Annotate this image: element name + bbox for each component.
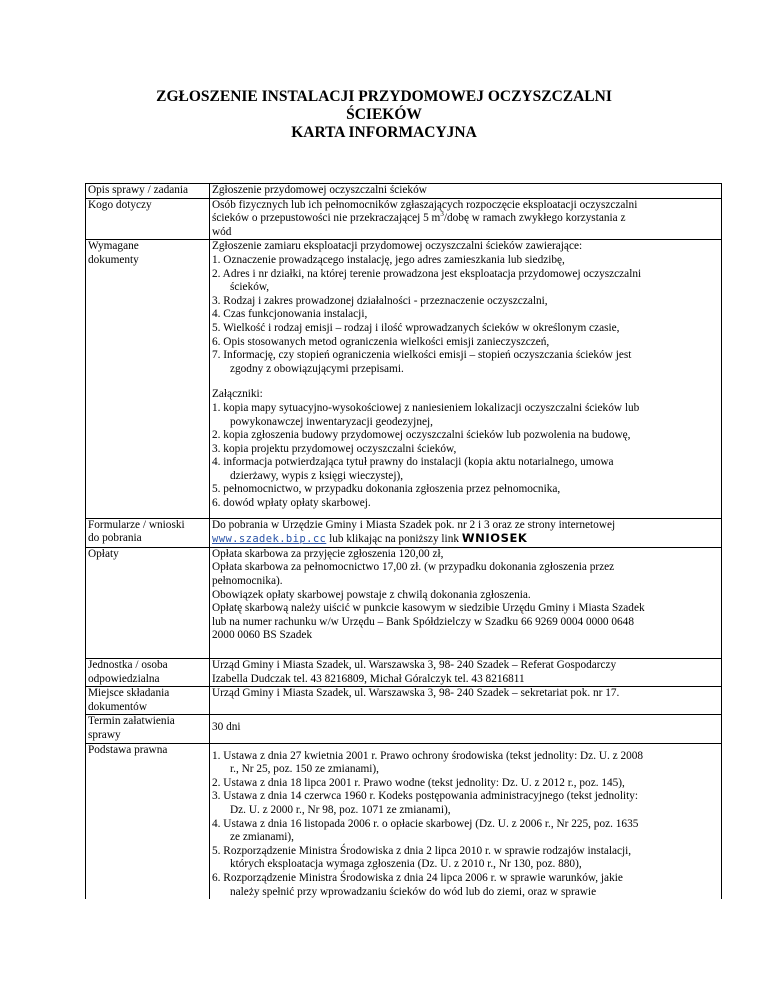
row-kogo	[86, 198, 722, 240]
value-cell	[210, 198, 722, 240]
text-line: Obowiązek opłaty skarbowej powstaje z chwilą dokonania zgłoszenia.	[212, 588, 531, 601]
text-fragment: lub klikając na poniższy link	[326, 533, 462, 546]
text-fragment: ścieków o przepustowości nie przekraczającej 5 m	[212, 212, 441, 225]
list-item: 4. Czas funkcjonowania instalacji,	[212, 308, 368, 321]
list-item: 6. Opis stosowanych metod ograniczenia wielkości emisji zanieczyszczeń,	[212, 335, 550, 348]
list-item: 1. Oznaczenie prowadzącego instalację, jego adres zamieszkania lub siedzibę,	[212, 253, 565, 266]
list-item: 5. Wielkość i rodzaj emisji – rodzaj i ilość wprowadzanych ścieków w określonym czasie,	[212, 321, 620, 334]
value-cell	[210, 240, 722, 518]
row-opis	[86, 184, 722, 199]
text-line: 30 dni	[212, 721, 241, 734]
row-label: Termin załatwienia	[88, 715, 175, 728]
row-label: Opis sprawy / zadania	[88, 184, 189, 196]
row-label: Kogo dotyczy	[88, 198, 152, 211]
row-label: Jednostka / osoba	[88, 659, 168, 671]
legal-item-cont: r., Nr 25, poz. 150 ze zmianami),	[230, 763, 380, 776]
legal-item: 2. Ustawa z dnia 18 lipca 2001 r. Prawo wodne (tekst jednolity: Dz. U. z 2012 r., poz. 145),	[212, 776, 625, 789]
text-line: Opłata skarbowa za pełnomocnictwo 17,00 zł. (w przypadku dokonania zgłoszenia przez	[212, 561, 615, 574]
value-cell	[210, 184, 722, 199]
legal-item-cont: ze zmianami),	[230, 831, 294, 844]
list-item: 2. Adres i nr działki, na której terenie prowadzona jest eksploatacja przydomowej oczyszczalni	[212, 267, 642, 280]
bip-link[interactable]: www.szadek.bip.cc	[212, 533, 327, 546]
text-line: pełnomocnika).	[212, 575, 283, 588]
text-line: Opłatę skarbową należy uiścić w punkcie kasowym w siedzibie Urzędu Gminy i Miasta Szadek	[212, 602, 645, 615]
row-label: Formularze / wnioski	[88, 518, 185, 531]
attachment-item: 3. kopia projektu przydomowej oczyszczalni ścieków,	[212, 442, 457, 455]
row-termin	[86, 715, 722, 743]
row-label: Opłaty	[88, 547, 119, 560]
title-line: ZGŁOSZENIE INSTALACJI PRZYDOMOWEJ OCZYSZCZALNI	[156, 88, 612, 105]
text-line: Opłata skarbowa za przyjęcie zgłoszenia 120,00 zł,	[212, 547, 444, 560]
label-cell	[86, 547, 210, 658]
row-label: Miejsce składania	[88, 687, 170, 700]
attachment-item: 2. kopia zgłoszenia budowy przydomowej oczyszczalni ścieków lub pozwolenia na budowę,	[212, 429, 631, 442]
label-cell	[86, 687, 210, 715]
row-label: Wymagane	[88, 240, 139, 253]
legal-item: 4. Ustawa z dnia 16 listopada 2006 r. o opłacie skarbowej (Dz. U. z 2006 r., Nr 225, poz. 1635	[212, 817, 639, 830]
attachment-item: 5. pełnomocnictwo, w przypadku dokonania zgłoszenia przez pełnomocnika,	[212, 483, 561, 496]
legal-item: 3. Ustawa z dnia 14 czerwca 1960 r. Kodeks postępowania administracyjnego (tekst jednolity:	[212, 790, 639, 803]
label-cell	[86, 715, 210, 743]
label-cell	[86, 743, 210, 899]
value-cell	[210, 687, 722, 715]
title-line: KARTA INFORMACYJNA	[291, 124, 477, 141]
wniosek-link[interactable]: WNIOSEK	[461, 531, 528, 546]
list-item: 3. Rodzaj i zakres prowadzonej działalności - przeznaczenie oczyszczalni,	[212, 294, 548, 307]
value-cell	[210, 518, 722, 547]
row-jednostka	[86, 659, 722, 687]
list-item: 7. Informację, czy stopień ograniczenia wielkości emisji – stopień oczyszczania ścieków jest	[212, 349, 632, 362]
row-label: odpowiedzialna	[88, 672, 160, 685]
text-line	[212, 532, 719, 547]
legal-item: 6. Rozporządzenie Ministra Środowiska z dnia 24 lipca 2006 r. w sprawie warunków, jakie	[212, 871, 623, 884]
text-line: Zgłoszenie zamiaru eksploatacji przydomowej oczyszczalni ścieków zawierające:	[212, 240, 583, 253]
row-label: Podstawa prawna	[88, 743, 168, 756]
legal-item-cont: których eksploatacja wymaga zgłoszenia (Dz. U. z 2010 r., Nr 130, poz. 880),	[230, 858, 582, 871]
label-cell	[86, 659, 210, 687]
row-miejsce	[86, 687, 722, 715]
text-line: Do pobrania w Urzędzie Gminy i Miasta Szadek pok. nr 2 i 3 oraz ze strony internetowej	[212, 518, 616, 531]
title-line: ŚCIEKÓW	[346, 106, 422, 123]
value-cell	[210, 659, 722, 687]
row-label: dokumentów	[88, 700, 147, 713]
label-cell	[86, 184, 210, 199]
superscript: 3	[440, 210, 444, 219]
value-cell	[210, 715, 722, 743]
attachment-item-cont: dzierżawy, wypis z księgi wieczystej),	[230, 469, 404, 482]
row-oplaty	[86, 547, 722, 658]
legal-item: 5. Rozporządzenie Ministra Środowiska z dnia 2 lipca 2010 r. w sprawie rodzajów instalacji,	[212, 844, 632, 857]
row-formularze	[86, 518, 722, 547]
attachment-item-cont: powykonawczej inwentaryzacji geodezyjnej,	[230, 415, 433, 428]
attachment-item: 4. informacja potwierdzająca tytuł prawny do instalacji (kopia aktu notarialnego, umowa	[212, 456, 614, 469]
text-line: Izabella Dudczak tel. 43 8216809, Michał Góralczyk tel. 43 8216811	[212, 672, 525, 685]
row-wymagane-dokumenty	[86, 240, 722, 518]
value-cell	[210, 743, 722, 899]
spacer	[212, 511, 719, 518]
text-line: 2000 0060 BS Szadek	[212, 629, 313, 642]
text-line: wód	[212, 225, 232, 238]
row-label: sprawy	[88, 728, 121, 741]
text-line	[212, 212, 719, 226]
spacer	[212, 376, 719, 388]
row-label: dokumenty	[88, 253, 139, 266]
text-line: Urząd Gminy i Miasta Szadek, ul. Warszawska 3, 98- 240 Szadek – sekretariat pok. nr 17.	[212, 687, 620, 700]
text-line: Osób fizycznych lub ich pełnomocników zgłaszających rozpoczęcie eksploatacji oczyszczalni	[212, 198, 638, 211]
info-card-table	[85, 183, 722, 899]
text-line: lub na numer rachunku w/w Urzędu – Bank Spółdzielczy w Szadku 66 9269 0004 0000 0648	[212, 615, 634, 628]
row-value: Zgłoszenie przydomowej oczyszczalni ścieków	[212, 184, 427, 196]
label-cell	[86, 198, 210, 240]
text-line: Urząd Gminy i Miasta Szadek, ul. Warszawska 3, 98- 240 Szadek – Referat Gospodarczy	[212, 659, 617, 671]
legal-item: 1. Ustawa z dnia 27 kwietnia 2001 r. Prawo ochrony środowiska (tekst jednolity: Dz. U. z 2008	[212, 749, 644, 762]
label-cell	[86, 240, 210, 518]
label-cell	[86, 518, 210, 547]
attachments-heading: Załączniki:	[212, 388, 263, 401]
list-item-cont: zgodny z obowiązującymi przepisami.	[230, 362, 404, 375]
row-podstawa	[86, 743, 722, 899]
attachment-item: 1. kopia mapy sytuacyjno-wysokościowej z naniesieniem lokalizacji oczyszczalni ścieków lub	[212, 401, 640, 414]
document-title	[0, 88, 768, 142]
row-label: do pobrania	[88, 532, 142, 545]
spacer	[212, 643, 719, 658]
text-fragment: /dobę w ramach zwykłego korzystania z	[443, 212, 626, 225]
value-cell	[210, 547, 722, 658]
attachment-item: 6. dowód wpłaty opłaty skarbowej.	[212, 497, 371, 510]
legal-item-cont: należy spełnić przy wprowadzaniu ścieków do wód lub do ziemi, oraz w sprawie	[230, 885, 597, 898]
legal-item-cont: Dz. U. z 2000 r., Nr 98, poz. 1071 ze zmianami),	[230, 803, 451, 816]
list-item-cont: ścieków,	[230, 281, 270, 294]
